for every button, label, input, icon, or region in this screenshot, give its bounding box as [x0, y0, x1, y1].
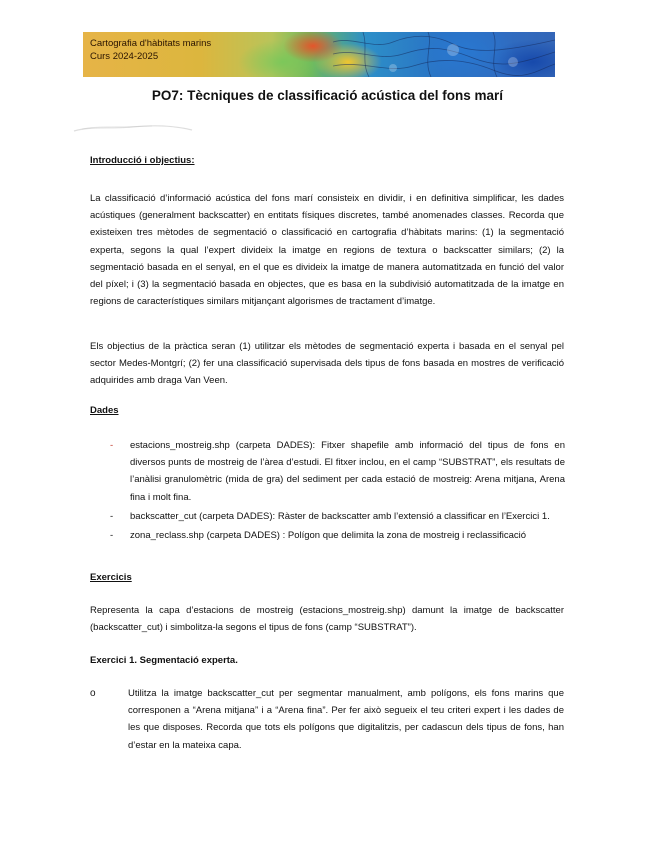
list-item-text: zona_reclass.shp (carpeta DADES) : Polígon que delimita la zona de mostreig i reclassificació — [130, 530, 527, 542]
intro-heading: Introducció i objectius: — [90, 155, 195, 166]
intro-paragraph-2: Els objectius de la pràctica seran (1) utilitzar els mètodes de segmentació experta i basada en el senyal pel sector Medes-Montgrí; (2) fer una classificació supervisada dels tipus de fons basada en mostres de verificació adquirides amb draga Van Veen. — [90, 341, 564, 387]
intro-paragraph-1: La classificació d’informació acústica del fons marí consisteix en dividir, i en definitiva simplificar, les dades acústiques (generalment backscatter) en entitats físiques discretes, també anomenades classes. Recorda que existeixen tres mètodes de segmentació o classificació en cartografia d’hàbitats marins: (1) la segmentació experta, segons la qual l’expert divideix la imatge en regions de textura o backscatter similars; (2) la segmentació basada en el senyal, en el que es divideix la imatge de manera automatitzada en funció del valor del píxel; i (3) la segmentació basada en objectes, que es basa en la subdivisió automatitzada de la imatge en regions de característiques similars mitjançant algorismes de tractament d’imatge. — [90, 193, 564, 308]
list-dash: - — [110, 440, 114, 451]
list-dash: - — [110, 530, 114, 542]
data-list — [110, 437, 565, 546]
header-banner — [83, 32, 555, 77]
list-dash: - — [110, 510, 114, 522]
page-title: PO7: Tècniques de classificació acústica del fons marí — [151, 88, 504, 103]
banner-text — [90, 37, 211, 63]
list-item — [90, 685, 564, 754]
list-item-text: backscatter_cut (carpeta DADES): Ràster de backscatter amb l’extensió a classificar en l’Exercici 1. — [130, 510, 550, 522]
exercise-1-list — [90, 685, 564, 754]
exercise-1-heading: Exercici 1. Segmentació experta. — [90, 655, 238, 666]
list-item — [110, 508, 565, 525]
course-name: Cartografia d'hàbitats marins — [90, 38, 212, 49]
bathymetry-map-graphic — [333, 32, 555, 77]
exercises-intro: Representa la capa d’estacions de mostreig (estacions_mostreig.shp) damunt la imatge de backscatter (backscatter_cut) i simbolitza-la segons el tipus de fons (camp “SUBSTRAT”). — [90, 605, 564, 634]
list-item — [110, 527, 565, 544]
list-item-text: Utilitza la imatge backscatter_cut per segmentar manualment, amb polígons, els fons marins que corresponen a “Arena mitjana” i a “Arena fina”. Per fer això segueix el teu criteri expert i les dades de les que disposes. Recorda que tots els polígons que digitalitzis, per cadascun dels tipus de fons, han d’estar en la mateixa capa. — [128, 688, 564, 751]
list-item — [110, 437, 565, 506]
list-item-text: estacions_mostreig.shp (carpeta DADES): Fitxer shapefile amb informació del tipus de fons en diversos punts de mostreig de l’àrea d’estudi. El fitxer inclou, en el camp “SUBSTRAT”, els resultats de l’anàlisi granulomètric (mida de gra) del sediment per cada estació de mostreig: Arena mitjana, Arena fina i molt fina. — [130, 440, 565, 503]
exercises-heading: Exercicis — [90, 572, 132, 583]
scan-smudge — [72, 123, 194, 133]
bullet-circle-icon: o — [90, 688, 96, 699]
course-year: Curs 2024-2025 — [90, 51, 159, 62]
data-heading: Dades — [90, 405, 119, 416]
